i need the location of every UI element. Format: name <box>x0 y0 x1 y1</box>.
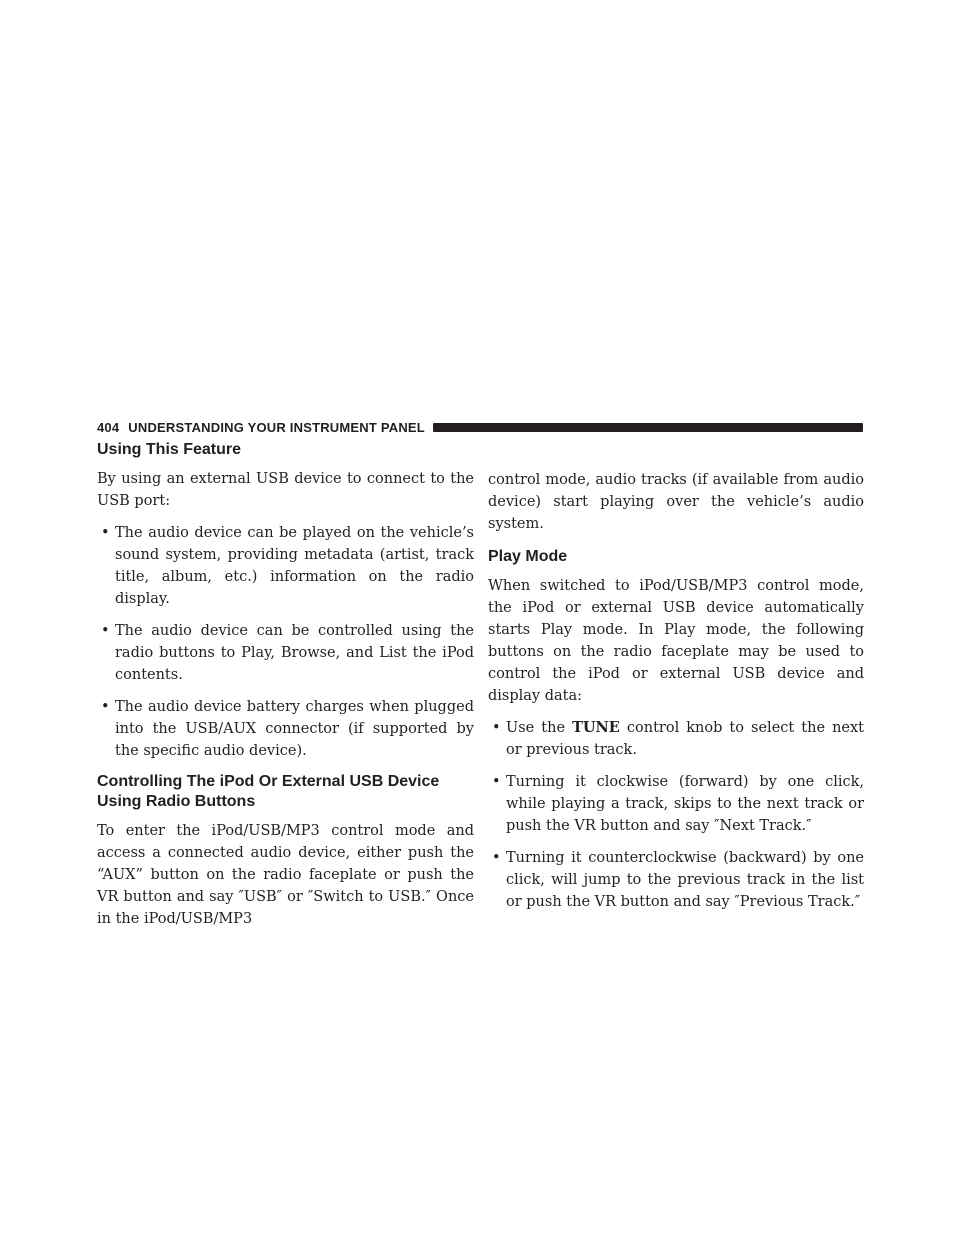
section-title: UNDERSTANDING YOUR INSTRUMENT PANEL <box>128 419 425 435</box>
play-mode-bullet-list <box>488 717 864 913</box>
list-item-text: The audio device battery charges when plugged into the USB/AUX connector (if supported by the specific audio device). <box>115 699 474 759</box>
feature-bullet-list <box>97 522 474 762</box>
heading-controlling-ipod: Controlling The iPod Or External USB Device Using Radio Buttons <box>97 773 440 810</box>
list-item-text: Turning it clockwise (forward) by one click, while playing a track, skips to the next track or push the VR button and say ″Next Track.″ <box>506 774 864 834</box>
list-item-text-suffix: control knob to select the next or previous track. <box>506 720 864 758</box>
bullet-icon: • <box>492 720 501 736</box>
intro-paragraph: By using an external USB device to connect to the USB port: <box>97 471 474 509</box>
list-item <box>97 522 474 610</box>
bullet-icon: • <box>101 525 110 541</box>
tune-keyword: TUNE <box>572 719 620 736</box>
list-item <box>97 696 474 762</box>
list-item <box>97 620 474 686</box>
controlling-paragraph: To enter the iPod/USB/MP3 control mode and access a connected audio device, either push the “AUX” button on the radio faceplate or push the VR button and say ″USB″ or ″Switch to USB.″ Once in the iPod/USB/MP3 <box>97 823 474 927</box>
bullet-icon: • <box>101 623 110 639</box>
bullet-icon: • <box>101 699 110 715</box>
heading-play-mode: Play Mode <box>488 548 568 565</box>
page-number: 404 <box>97 419 120 435</box>
list-item-text: The audio device can be played on the vehicle’s sound system, providing metadata (artist, track title, album, etc.) information on the radio display. <box>115 525 474 607</box>
list-item <box>488 847 864 913</box>
continuation-paragraph: control mode, audio tracks (if available from audio device) start playing over the vehicle’s audio system. <box>488 472 864 532</box>
bullet-icon: • <box>492 774 501 790</box>
left-column <box>97 440 474 940</box>
header-rule <box>433 423 863 432</box>
list-item <box>488 717 864 761</box>
bullet-icon: • <box>492 850 501 866</box>
page-header <box>97 418 863 436</box>
play-mode-paragraph: When switched to iPod/USB/MP3 control mode, the iPod or external USB device automatically starts Play mode. In Play mode, the following buttons on the radio faceplate may be used to control the iPod or external USB device and display data: <box>488 578 864 704</box>
list-item-text: The audio device can be controlled using the radio buttons to Play, Browse, and List the iPod contents. <box>115 623 474 683</box>
list-item <box>488 771 864 837</box>
heading-using-this-feature: Using This Feature <box>97 441 242 458</box>
list-item-text: Turning it counterclockwise (backward) by one click, will jump to the previous track in the list or push the VR button and say ″Previous Track.″ <box>506 850 864 910</box>
list-item-text-prefix: Use the <box>506 720 573 736</box>
right-column <box>488 469 864 923</box>
